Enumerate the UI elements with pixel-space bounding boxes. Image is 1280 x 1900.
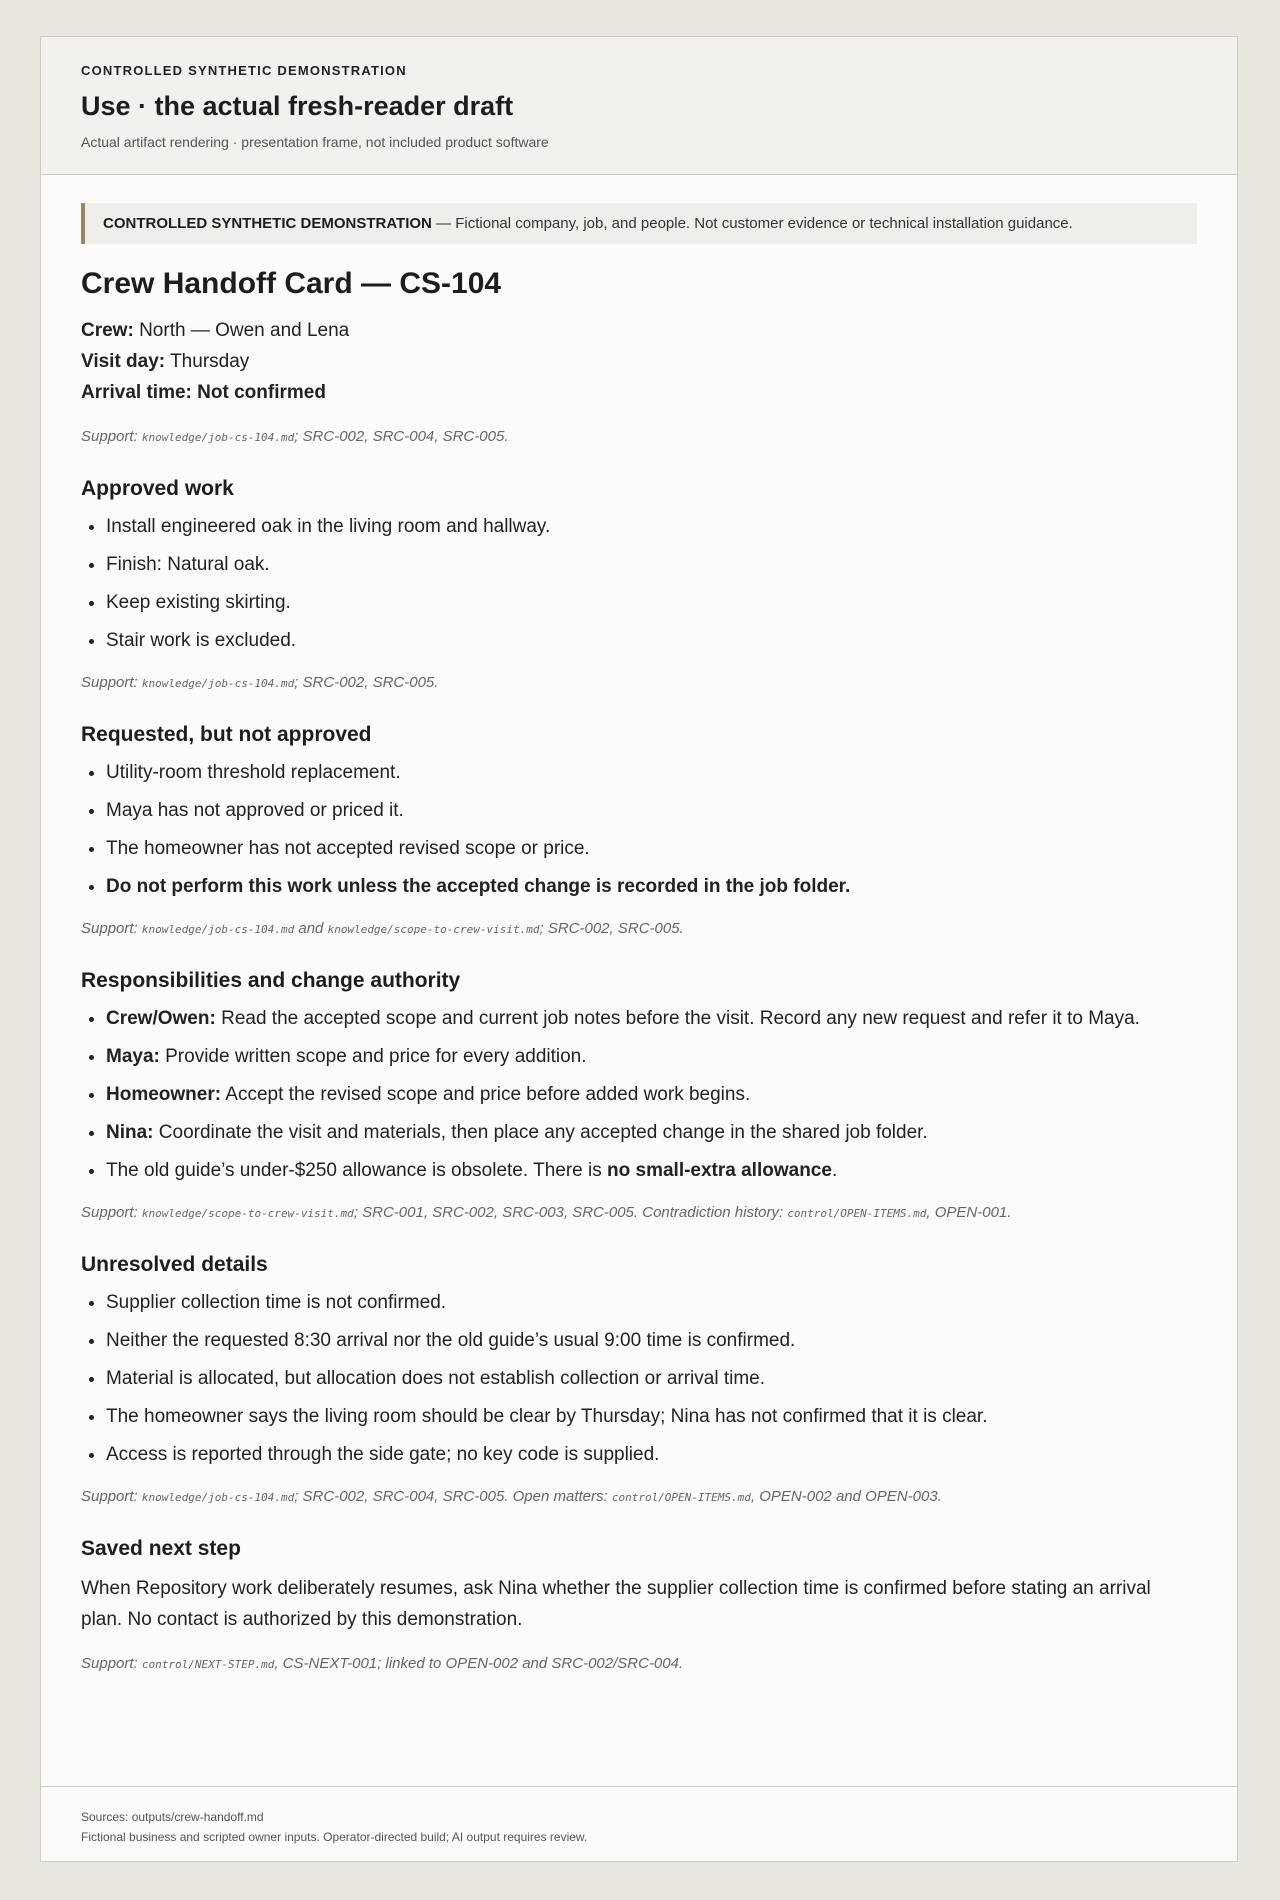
role-label: Crew/Owen: bbox=[106, 1008, 216, 1029]
support-rest: , OPEN-002 and OPEN-003. bbox=[750, 1488, 942, 1505]
demonstration-banner bbox=[81, 203, 1197, 244]
list-item: • The homeowner has not accepted revised scope or price. bbox=[106, 835, 1197, 862]
role-label: Maya: bbox=[106, 1046, 160, 1067]
support-prefix: Support: bbox=[81, 1204, 142, 1221]
requested-list bbox=[81, 759, 1197, 900]
allowance-strong: no small-extra allowance bbox=[607, 1160, 832, 1181]
support-prefix: Support: bbox=[81, 674, 142, 691]
responsibilities-list bbox=[81, 1005, 1197, 1184]
document-content bbox=[41, 175, 1237, 1672]
support-path: control/NEXT-STEP.md bbox=[141, 1658, 275, 1671]
responsibilities-heading: Responsibilities and change authority bbox=[81, 969, 461, 992]
approved-work-heading: Approved work bbox=[81, 477, 234, 500]
role-text: Read the accepted scope and current job notes before the visit. Record any new request and refer it to Maya. bbox=[215, 1008, 1140, 1029]
frame-title: Use · the actual fresh-reader draft bbox=[81, 91, 514, 121]
support-path: knowledge/scope-to-crew-visit.md bbox=[327, 923, 540, 936]
frame-header bbox=[41, 37, 1237, 175]
footer-disclaimer: Fictional business and scripted owner inputs. Operator-directed build; AI output requires review. bbox=[81, 1830, 588, 1844]
crew-label: Crew: bbox=[81, 320, 134, 341]
presentation-frame bbox=[40, 36, 1238, 1862]
list-item: • Keep existing skirting. bbox=[106, 589, 1197, 616]
approved-work-list bbox=[81, 513, 1197, 654]
list-item bbox=[106, 1157, 1197, 1184]
next-step-heading: Saved next step bbox=[81, 1537, 241, 1560]
next-step-text: When Repository work deliberately resumes, ask Nina whether the supplier collection time is confirmed before stating an arrival plan. No contact is authorized by this demonstration. bbox=[81, 1578, 1151, 1630]
list-item: • Stair work is excluded. bbox=[106, 627, 1197, 654]
list-item bbox=[106, 1005, 1197, 1032]
support-rest: ; SRC-002, SRC-004, SRC-005. bbox=[294, 428, 509, 445]
crew-value: North — Owen and Lena bbox=[133, 320, 350, 341]
arrival-time-line bbox=[81, 377, 1197, 408]
unresolved-heading: Unresolved details bbox=[81, 1253, 268, 1276]
visit-day-value: Thursday bbox=[165, 351, 250, 372]
support-path: knowledge/job-cs-104.md bbox=[141, 1491, 295, 1504]
list-item bbox=[106, 1081, 1197, 1108]
support-note-requested bbox=[81, 920, 1197, 937]
footer-sources: Sources: outputs/crew-handoff.md bbox=[81, 1810, 264, 1824]
support-note-next-step bbox=[81, 1655, 1197, 1672]
support-note-responsibilities bbox=[81, 1204, 1197, 1221]
support-path: knowledge/job-cs-104.md bbox=[141, 677, 295, 690]
card-title: Crew Handoff Card — CS-104 bbox=[81, 267, 502, 300]
banner-text: — Fictional company, job, and people. Not customer evidence or technical installation guidance. bbox=[431, 215, 1073, 232]
support-rest: , OPEN-001. bbox=[926, 1204, 1012, 1221]
support-note-approved bbox=[81, 674, 1197, 691]
support-and: and bbox=[294, 920, 328, 937]
unresolved-list bbox=[81, 1289, 1197, 1468]
arrival-time-label: Arrival time: bbox=[81, 382, 192, 403]
list-item: • Utility-room threshold replacement. bbox=[106, 759, 1197, 786]
requested-heading: Requested, but not approved bbox=[81, 723, 372, 746]
support-mid: ; SRC-001, SRC-002, SRC-003, SRC-005. Contradiction history: bbox=[353, 1204, 788, 1221]
support-rest: ; SRC-002, SRC-005. bbox=[539, 920, 684, 937]
list-item: • Maya has not approved or priced it. bbox=[106, 797, 1197, 824]
list-item bbox=[106, 1043, 1197, 1070]
role-text: Coordinate the visit and materials, then place any accepted change in the shared job folder. bbox=[153, 1122, 928, 1143]
crew-line bbox=[81, 315, 1197, 346]
frame-subtitle: Actual artifact rendering · presentation frame, not included product software bbox=[81, 134, 549, 150]
support-rest: ; SRC-002, SRC-005. bbox=[294, 674, 439, 691]
support-prefix: Support: bbox=[81, 1655, 142, 1672]
list-item: • Access is reported through the side gate; no key code is supplied. bbox=[106, 1441, 1197, 1468]
arrival-time-value: Not confirmed bbox=[191, 382, 326, 403]
warning-text: Do not perform this work unless the accepted change is recorded in the job folder. bbox=[106, 876, 851, 897]
visit-day-label: Visit day: bbox=[81, 351, 166, 372]
support-mid: ; SRC-002, SRC-004, SRC-005. Open matters: bbox=[294, 1488, 612, 1505]
support-path: knowledge/scope-to-crew-visit.md bbox=[141, 1207, 354, 1220]
list-item: • The homeowner says the living room should be clear by Thursday; Nina has not confirmed that it is clear. bbox=[106, 1403, 1197, 1430]
support-path: knowledge/job-cs-104.md bbox=[141, 923, 295, 936]
support-rest: , CS-NEXT-001; linked to OPEN-002 and SRC-002/SRC-004. bbox=[274, 1655, 684, 1672]
list-item: • Supplier collection time is not confirmed. bbox=[106, 1289, 1197, 1316]
list-item: • Neither the requested 8:30 arrival nor the old guide’s usual 9:00 time is confirmed. bbox=[106, 1327, 1197, 1354]
list-item: • Finish: Natural oak. bbox=[106, 551, 1197, 578]
support-path: control/OPEN-ITEMS.md bbox=[787, 1207, 927, 1220]
allowance-end: . bbox=[831, 1160, 838, 1181]
support-prefix: Support: bbox=[81, 1488, 142, 1505]
role-text: Accept the revised scope and price before added work begins. bbox=[221, 1084, 751, 1105]
list-item: • Material is allocated, but allocation does not establish collection or arrival time. bbox=[106, 1365, 1197, 1392]
list-item: • Install engineered oak in the living room and hallway. bbox=[106, 513, 1197, 540]
role-label: Nina: bbox=[106, 1122, 154, 1143]
list-item bbox=[106, 1119, 1197, 1146]
support-note-unresolved bbox=[81, 1488, 1197, 1505]
support-prefix: Support: bbox=[81, 920, 142, 937]
role-label: Homeowner: bbox=[106, 1084, 222, 1105]
frame-footer bbox=[41, 1786, 1237, 1861]
allowance-text: The old guide’s under-$250 allowance is obsolete. There is bbox=[106, 1160, 608, 1181]
visit-day-line bbox=[81, 346, 1197, 377]
list-item bbox=[106, 873, 1197, 900]
support-note-card bbox=[81, 428, 1197, 445]
role-text: Provide written scope and price for every addition. bbox=[159, 1046, 587, 1067]
support-path: control/OPEN-ITEMS.md bbox=[611, 1491, 751, 1504]
support-prefix: Support: bbox=[81, 428, 142, 445]
support-path: knowledge/job-cs-104.md bbox=[141, 431, 295, 444]
banner-strong: CONTROLLED SYNTHETIC DEMONSTRATION bbox=[103, 215, 432, 232]
eyebrow-label: CONTROLLED SYNTHETIC DEMONSTRATION bbox=[81, 63, 407, 78]
